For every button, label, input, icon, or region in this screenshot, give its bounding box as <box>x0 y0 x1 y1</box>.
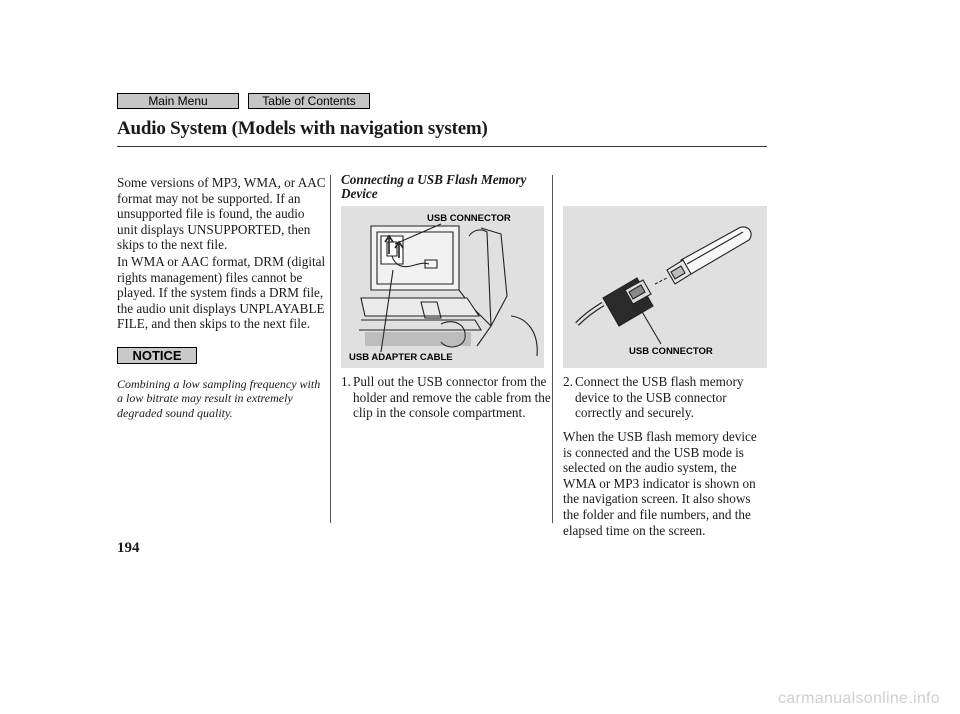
step-2-number: 2. <box>563 374 573 389</box>
step-1-number: 1. <box>341 374 351 389</box>
usb-drawing <box>563 206 767 368</box>
step-1-text: Pull out the USB connector from the holder and remove the cable from the clip in the console compartment. <box>353 374 551 421</box>
console-drawing <box>341 206 544 368</box>
table-of-contents-button[interactable]: Table of Contents <box>248 93 370 109</box>
page-number: 194 <box>117 540 140 556</box>
notice-badge: NOTICE <box>117 347 197 364</box>
usb-connector-label-right: USB CONNECTOR <box>629 346 713 357</box>
usb-mode-paragraph: When the USB flash memory device is connected and the USB mode is selected on the audio system, the WMA or MP3 indicator is shown on the navigation screen. It also shows the folder and file numbers, and the elapsed time on the screen. <box>563 429 757 538</box>
page-title: Audio System (Models with navigation system) <box>117 118 488 139</box>
usb-adapter-cable-label: USB ADAPTER CABLE <box>349 352 453 363</box>
section-heading: Connecting a USB Flash Memory Device <box>341 172 527 201</box>
column-divider-left <box>330 175 331 523</box>
title-divider <box>117 146 767 147</box>
main-menu-button[interactable]: Main Menu <box>117 93 239 109</box>
usb-connector-label: USB CONNECTOR <box>427 213 511 224</box>
column-divider-right <box>552 175 553 523</box>
notice-text: Combining a low sampling frequency with a low bitrate may result in extremely degraded sound quality. <box>117 377 321 420</box>
drm-paragraph: In WMA or AAC format, DRM (digital rights management) files cannot be played. If the system finds a DRM file, the audio unit displays UNPLAYABLE FILE, and then skips to the next file. <box>117 254 326 332</box>
unsupported-format-paragraph: Some versions of MP3, WMA, or AAC format may not be supported. If an unsupported file is found, the audio unit displays UNSUPPORTED, then skips to the next file. <box>117 175 326 253</box>
watermark: carmanualsonline.info <box>778 690 940 707</box>
step-2-text: Connect the USB flash memory device to the USB connector correctly and securely. <box>575 374 744 421</box>
console-usb-illustration <box>341 206 544 368</box>
usb-flash-illustration <box>563 206 767 368</box>
